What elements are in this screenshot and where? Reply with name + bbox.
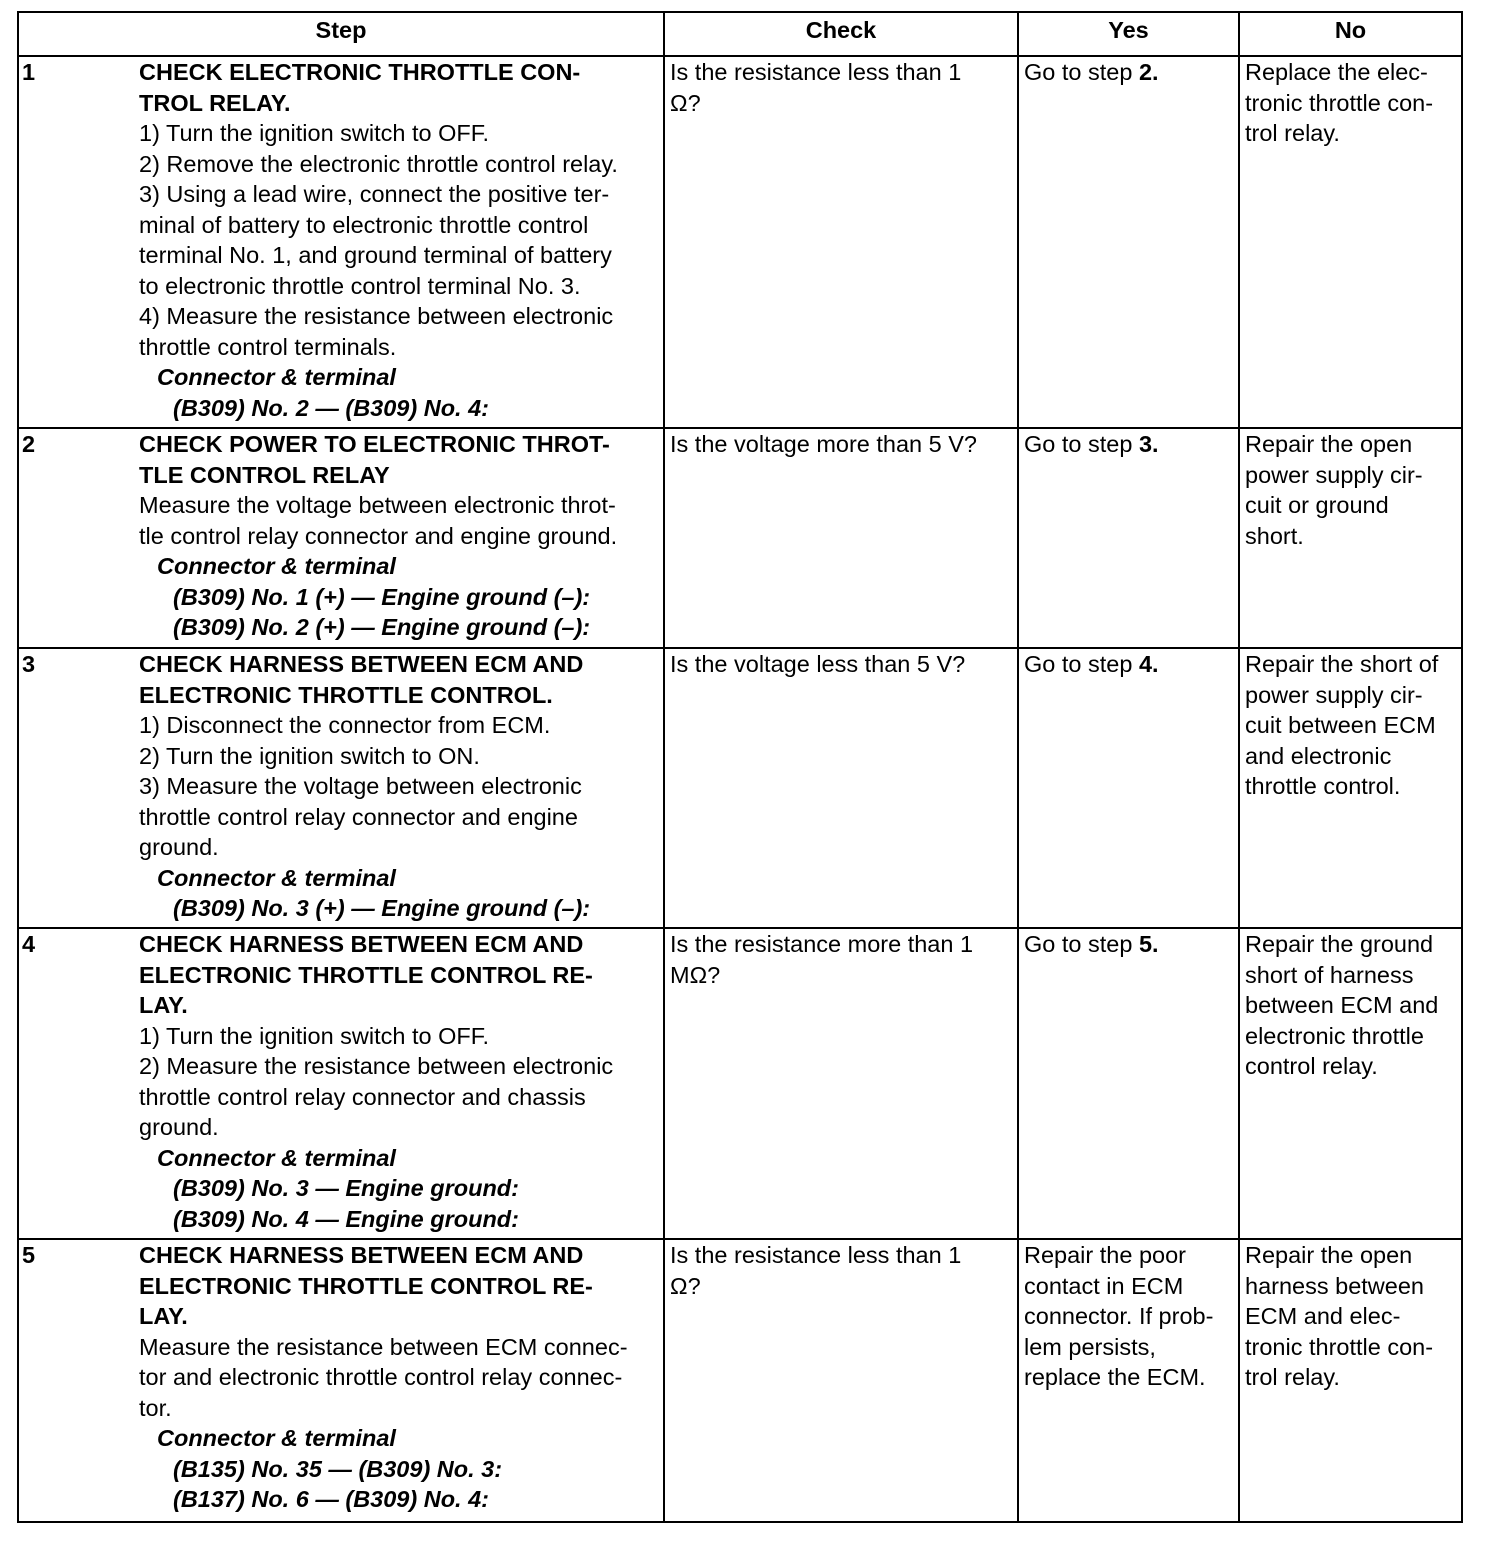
step-description: [139, 56, 664, 428]
header-row: [18, 12, 1462, 56]
step-number: 4: [18, 928, 139, 1239]
yes-step-ref: 3.: [1138, 431, 1159, 457]
table-row: [18, 428, 1462, 648]
connector-label: Connector & terminal: [157, 1425, 396, 1451]
check-cell: [664, 56, 1018, 428]
step-title: CHECK POWER TO ELECTRONIC THROT- TLE CONTROL RELAY: [139, 431, 610, 488]
check-cell: [664, 928, 1018, 1239]
check-text: Is the resistance less than 1 Ω?: [670, 59, 962, 116]
no-cell: [1239, 1239, 1462, 1522]
header-step: Step: [18, 12, 664, 56]
check-text: Is the voltage more than 5 V?: [670, 431, 977, 457]
no-text: Repair the open harness between ECM and elec- tronic throttle con- trol relay.: [1245, 1242, 1434, 1390]
connector-terminal: (B309) No. 4 — Engine ground:: [173, 1205, 519, 1232]
yes-cell: [1018, 928, 1239, 1239]
step-instruction: 4) Measure the resistance between electronic throttle control terminals.: [139, 303, 614, 360]
yes-text: [1024, 929, 1233, 960]
connector-label: Connector & terminal: [157, 864, 396, 891]
step-instruction: 2) Turn the ignition switch to ON.: [139, 742, 480, 769]
no-text: Repair the short of power supply cir- cuit between ECM and electronic throttle control.: [1245, 651, 1439, 799]
step-instruction: 1) Disconnect the connector from ECM.: [139, 712, 551, 738]
connector-terminal: (B309) No. 3 (+) — Engine ground (–):: [173, 895, 591, 921]
step-instruction: 3) Using a lead wire, connect the positive ter- minal of battery to electronic throttle control terminal No. 1, and ground terminal of battery to electronic throttle control terminal No. 3.: [139, 181, 612, 299]
check-text: Is the resistance more than 1 MΩ?: [670, 931, 974, 988]
check-cell: [664, 1239, 1018, 1522]
connector-terminal: (B309) No. 3 — Engine ground:: [173, 1175, 519, 1201]
yes-text-prefix: Go to step: [1024, 931, 1139, 957]
step-title: CHECK HARNESS BETWEEN ECM AND ELECTRONIC THROTTLE CONTROL RE- LAY.: [139, 1242, 593, 1329]
yes-text-prefix: Go to step: [1024, 59, 1139, 85]
step-instruction: 1) Turn the ignition switch to OFF.: [139, 120, 490, 146]
step-instruction: 2) Measure the resistance between electronic throttle control relay connector and chassis ground.: [139, 1053, 614, 1140]
step-title: CHECK ELECTRONIC THROTTLE CON- TROL RELAY.: [139, 59, 581, 116]
step-number: 2: [18, 428, 139, 648]
connector-terminal: (B135) No. 35 — (B309) No. 3:: [173, 1455, 503, 1482]
connector-label: Connector & terminal: [157, 364, 396, 390]
no-text: Repair the open power supply cir- cuit or ground short.: [1245, 431, 1423, 549]
step-instruction: 3) Measure the voltage between electronic throttle control relay connector and engine ground.: [139, 773, 582, 860]
step-number: 5: [18, 1239, 139, 1522]
yes-text: [1024, 429, 1233, 460]
check-text: Is the voltage less than 5 V?: [670, 651, 966, 677]
step-instruction: 1) Turn the ignition switch to OFF.: [139, 1022, 490, 1049]
step-title: CHECK HARNESS BETWEEN ECM AND ELECTRONIC THROTTLE CONTROL.: [139, 651, 584, 708]
table-row: [18, 1239, 1462, 1522]
no-cell: [1239, 928, 1462, 1239]
no-cell: [1239, 428, 1462, 648]
yes-text-prefix: Repair the poor contact in ECM connector. If prob- lem persists, replace the ECM.: [1024, 1242, 1214, 1390]
yes-cell: [1018, 648, 1239, 928]
header-yes: Yes: [1018, 12, 1239, 56]
yes-text: [1024, 1240, 1233, 1393]
check-cell: [664, 428, 1018, 648]
check-text: Is the resistance less than 1 Ω?: [670, 1242, 962, 1299]
step-description: [139, 1239, 664, 1522]
no-text: Repair the ground short of harness between ECM and electronic throttle control relay.: [1245, 931, 1439, 1079]
yes-text-prefix: Go to step: [1024, 431, 1139, 457]
header-check: Check: [664, 12, 1018, 56]
step-title: CHECK HARNESS BETWEEN ECM AND ELECTRONIC THROTTLE CONTROL RE- LAY.: [139, 931, 593, 1018]
no-text: Replace the elec- tronic throttle con- trol relay.: [1245, 59, 1434, 146]
yes-step-ref: 4.: [1138, 651, 1159, 677]
yes-text-prefix: Go to step: [1024, 651, 1139, 677]
no-cell: [1239, 56, 1462, 428]
step-number: 3: [18, 648, 139, 928]
connector-label: Connector & terminal: [157, 1144, 396, 1171]
table-row: [18, 928, 1462, 1239]
connector-terminal: (B309) No. 2 (+) — Engine ground (–):: [173, 614, 591, 640]
connector-terminal: (B137) No. 6 — (B309) No. 4:: [173, 1486, 490, 1512]
yes-text: [1024, 649, 1233, 680]
yes-cell: [1018, 1239, 1239, 1522]
check-cell: [664, 648, 1018, 928]
yes-text: [1024, 57, 1233, 88]
table-row: [18, 56, 1462, 428]
step-instruction: 2) Remove the electronic throttle control relay.: [139, 150, 618, 177]
step-instruction: Measure the resistance between ECM connec- tor and electronic throttle control relay connec- tor.: [139, 1333, 628, 1421]
connector-label: Connector & terminal: [157, 553, 396, 579]
yes-cell: [1018, 56, 1239, 428]
connector-terminal: (B309) No. 2 — (B309) No. 4:: [173, 394, 490, 421]
no-cell: [1239, 648, 1462, 928]
step-instruction: Measure the voltage between electronic throt- tle control relay connector and engine ground.: [139, 492, 618, 549]
yes-cell: [1018, 428, 1239, 648]
yes-step-ref: 2.: [1138, 59, 1159, 85]
connector-terminal: (B309) No. 1 (+) — Engine ground (–):: [173, 583, 591, 610]
step-number: 1: [18, 56, 139, 428]
table-row: [18, 648, 1462, 928]
step-description: [139, 428, 664, 648]
yes-step-ref: 5.: [1138, 931, 1159, 957]
diagnostic-table: [17, 11, 1463, 1523]
step-description: [139, 648, 664, 928]
header-no: No: [1239, 12, 1462, 56]
step-description: [139, 928, 664, 1239]
